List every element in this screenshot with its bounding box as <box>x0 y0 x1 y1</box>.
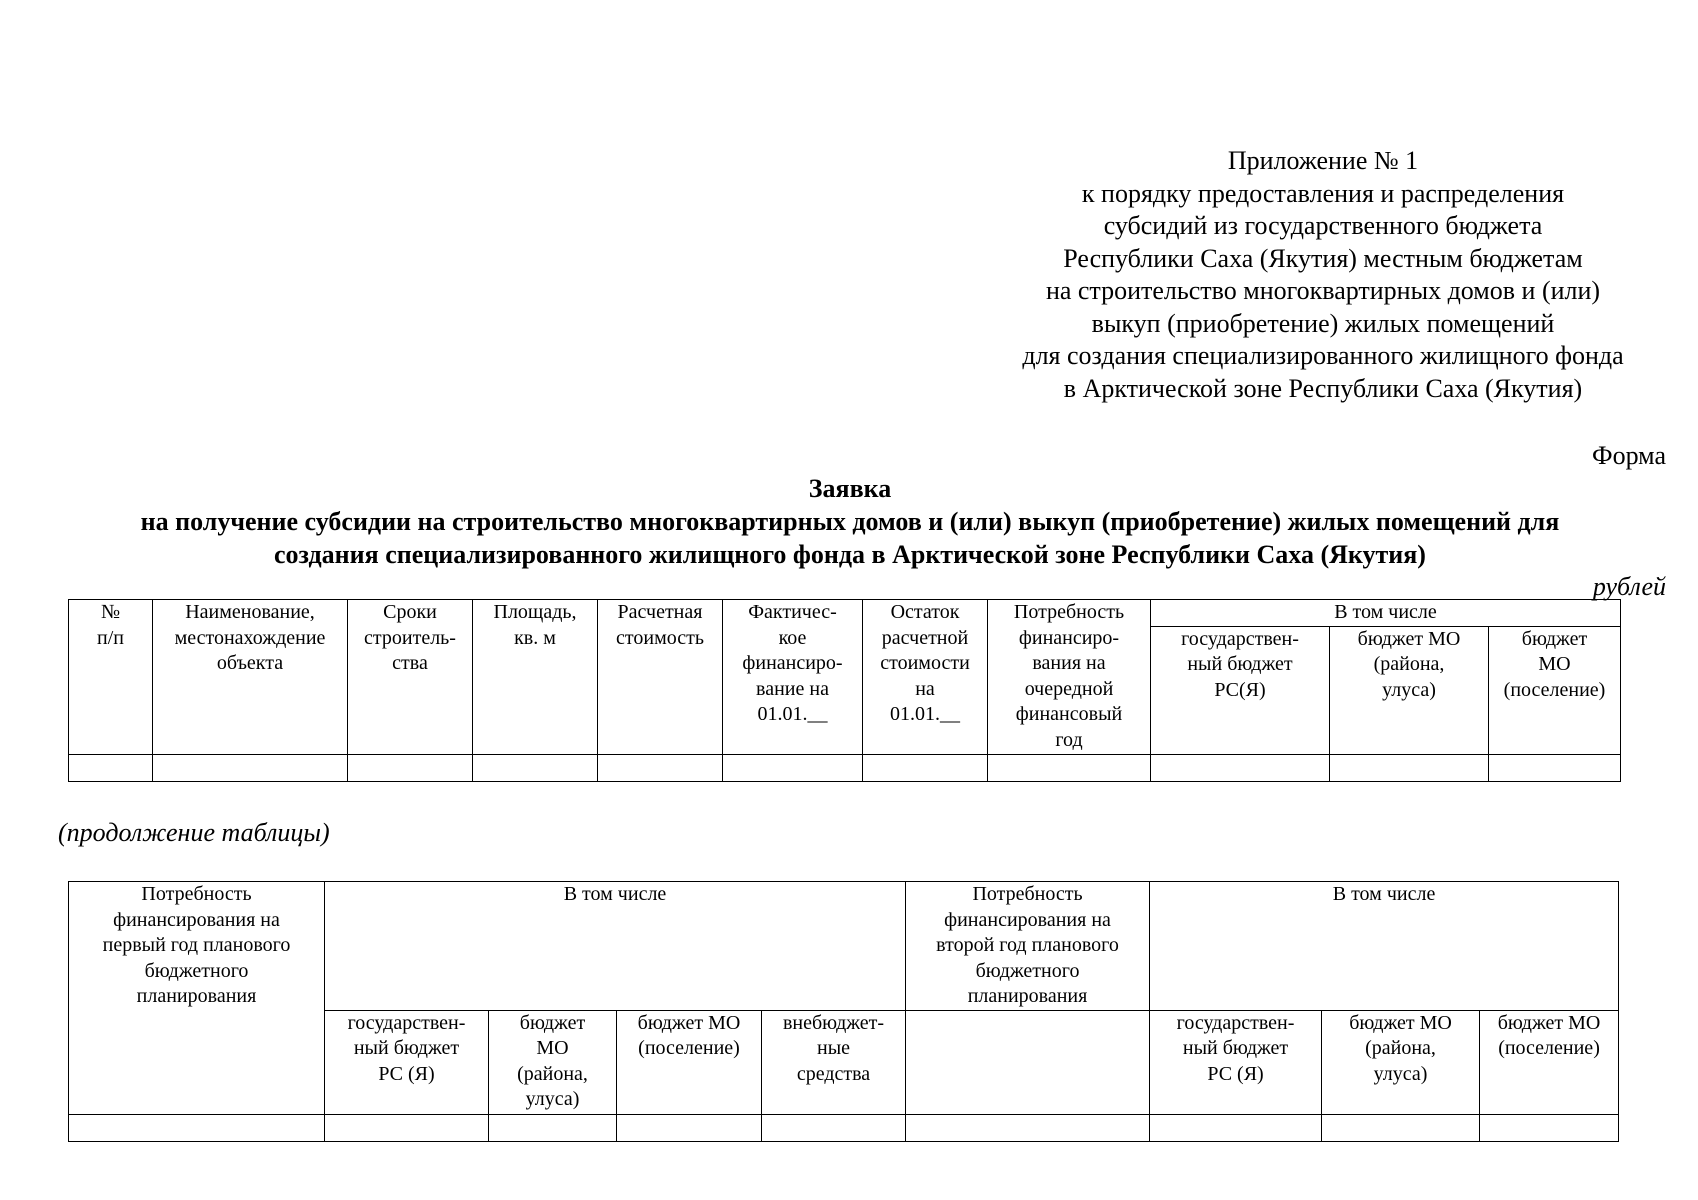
table-continued-label: (продолжение таблицы) <box>58 818 330 847</box>
header-state-budget-second: государствен- ный бюджет РС (Я) <box>1150 1010 1322 1114</box>
header-object-name: Наименование, местонахождение объекта <box>153 600 348 755</box>
header-area: Площадь, кв. м <box>473 600 598 755</box>
header-mo-district-first: бюджет МО (района, улуса) <box>489 1010 617 1114</box>
table-cell[interactable] <box>598 754 723 781</box>
header-cost-remainder: Остаток расчетной стоимости на 01.01.__ <box>863 600 988 755</box>
header-construction-terms: Сроки строитель- ства <box>348 600 473 755</box>
header-mo-settlement-second: бюджет МО (поселение) <box>1480 1010 1619 1114</box>
appendix-line: Приложение № 1 <box>1227 146 1419 175</box>
header-empty-cell <box>906 1010 1150 1114</box>
table-cell[interactable] <box>762 1114 906 1141</box>
header-mo-settlement-first: бюджет МО (поселение) <box>617 1010 762 1114</box>
table-row <box>69 1114 1619 1141</box>
table-cell[interactable] <box>69 754 153 781</box>
header-mo-district-second: бюджет МО (района, улуса) <box>1322 1010 1480 1114</box>
header-actual-financing: Фактичес- кое финансиро- вание на 01.01.__ <box>723 600 863 755</box>
table-cell[interactable] <box>863 754 988 781</box>
table-cell[interactable] <box>153 754 348 781</box>
table-cell[interactable] <box>325 1114 489 1141</box>
title-line: создания специализированного жилищного фонда в Арктической зоне Республики Саха (Якутия) <box>274 540 1426 569</box>
table-cell[interactable] <box>489 1114 617 1141</box>
table-cell[interactable] <box>723 754 863 781</box>
header-including-second: В том числе <box>1150 882 1619 1011</box>
form-label: Форма <box>1592 441 1666 470</box>
appendix-line: выкуп (приобретение) жилых помещений <box>1091 308 1555 338</box>
table-cell[interactable] <box>1330 754 1489 781</box>
header-state-budget-first: государствен- ный бюджет РС (Я) <box>325 1010 489 1114</box>
header-financing-need: Потребность финансиро- вания на очередной финансовый год <box>988 600 1151 755</box>
application-table <box>68 599 1621 782</box>
table-cell[interactable] <box>473 754 598 781</box>
table-cell[interactable] <box>1489 754 1621 781</box>
header-mo-district-budget: бюджет МО (района, улуса) <box>1330 626 1489 754</box>
document-title <box>60 472 1640 571</box>
application-table-continued <box>68 881 1619 1142</box>
appendix-line: в Арктической зоне Республики Саха (Якутия) <box>1063 373 1583 403</box>
table-cell[interactable] <box>906 1114 1150 1141</box>
units-label: рублей <box>1592 572 1666 601</box>
title-line: на получение субсидии на строительство многоквартирных домов и (или) выкуп (приобретение) жилых помещений для <box>140 507 1560 536</box>
header-mo-settlement-budget: бюджет МО (поселение) <box>1489 626 1621 754</box>
appendix-line: Республики Саха (Якутия) местным бюджетам <box>1063 243 1583 273</box>
appendix-line: к порядку предоставления и распределения <box>1081 178 1565 208</box>
header-including: В том числе <box>1151 600 1621 627</box>
header-extra-budget-first: внебюджет- ные средства <box>762 1010 906 1114</box>
header-need-second-year: Потребность финансирования на второй год планового бюджетного планирования <box>906 882 1150 1011</box>
table-cell[interactable] <box>617 1114 762 1141</box>
header-including-first: В том числе <box>325 882 906 1011</box>
header-num: № п/п <box>69 600 153 755</box>
appendix-line: субсидий из государственного бюджета <box>1103 211 1543 240</box>
table-cell[interactable] <box>1322 1114 1480 1141</box>
table-cell[interactable] <box>988 754 1151 781</box>
appendix-block <box>980 145 1666 405</box>
appendix-line: на строительство многоквартирных домов и (или) <box>1045 276 1601 305</box>
header-need-first-year: Потребность финансирования на первый год планового бюджетного планирования <box>69 882 325 1115</box>
table-cell[interactable] <box>69 1114 325 1141</box>
table-cell[interactable] <box>1150 1114 1322 1141</box>
appendix-line: для создания специализированного жилищного фонда <box>1022 341 1624 370</box>
table-cell[interactable] <box>1480 1114 1619 1141</box>
table-cell[interactable] <box>348 754 473 781</box>
table-cell[interactable] <box>1151 754 1330 781</box>
header-estimated-cost: Расчетная стоимость <box>598 600 723 755</box>
header-state-budget: государствен- ный бюджет РС(Я) <box>1151 626 1330 754</box>
table-row <box>69 754 1621 781</box>
title-heading: Заявка <box>808 474 892 503</box>
